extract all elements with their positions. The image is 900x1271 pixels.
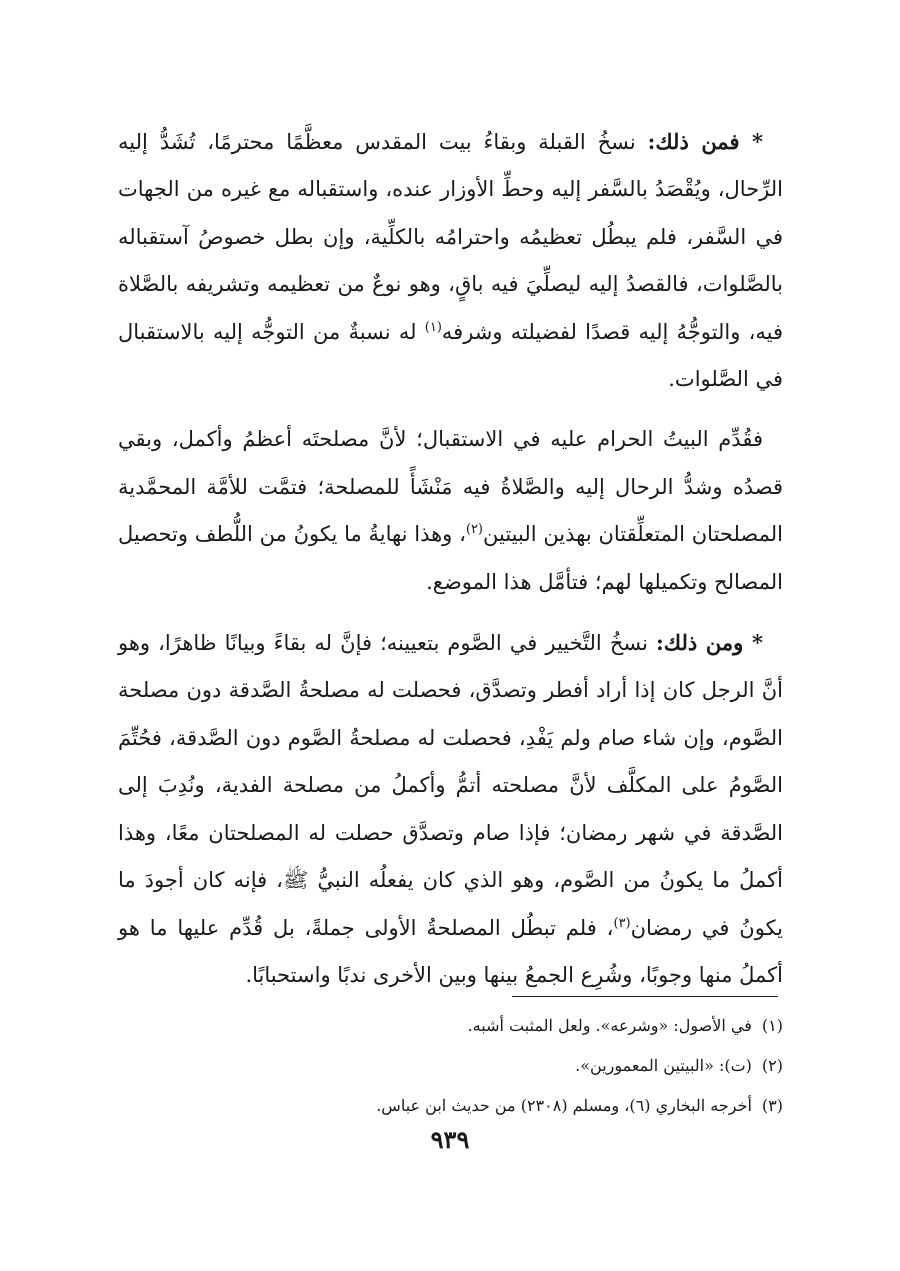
footnote-reference[interactable]: (٣) [613,915,631,931]
footnote-text: (ت): «البيتين المعمورين». [575,1056,752,1075]
paragraph-text: فقُدِّم البيتُ الحرام عليه في الاستقبال؛ لأنَّ مصلحتَه أعظمُ وأكمل، وبقي قصدُه وشدُّ الرحال إليه والصَّلاةُ فيه مَنْشَأً للمصلحة؛ فتمَّت للأمَّة المحمَّدية المصلحتان المتعلِّقتان بهذين البيتين [118,427,784,547]
footnote-2 [118,1046,783,1086]
paragraph-text: نسخُ القبلة وبقاءُ بيت المقدس معظَّمًا محترمًا، تُشَدُّ إليه الرِّحال، ويُقْصَدُ بالسَّفر إليه وحطِّ الأوزار عنده، واستقباله مع غيره من الجهات في السَّفر، فلم يبطُل تعظيمُه واحترامُه بالكلِّية، وإن بطل خصوصُ آستقباله بالصَّلوات، فالقصدُ إليه ليصلِّيَ فيه باقٍ، وهو نوعٌ من تعظيمه وتشريفه بالصَّلاة فيه، والتوجُّهُ إليه قصدًا لفضيلته وشرفه [118,130,783,344]
page-number: ٩٣٩ [430,1125,470,1154]
paragraph-2 [118,416,783,606]
footnote-1 [118,1006,783,1046]
footnote-reference[interactable]: (١) [424,319,442,335]
paragraph-1 [118,118,783,403]
footnote-reference[interactable]: (٢) [465,522,483,538]
paragraph-text: له نسبةٌ من التوجُّه إليه بالاستقبال في الصَّلوات. [118,319,783,392]
footnote-text: أخرجه البخاري (٦)، ومسلم (٢٣٠٨) من حديث ابن عباس. [376,1096,752,1115]
footnotes [118,1006,783,1126]
footnote-separator [512,996,778,997]
footnote-number: (٢) [761,1056,783,1075]
paragraph-3 [118,619,783,999]
main-text [118,118,783,1012]
paragraph-lead: * فمن ذلك: [647,129,763,154]
footnote-text: في الأصول: «وشرعه». ولعل المثبت أشبه. [467,1016,752,1035]
paragraph-lead: * ومن ذلك: [656,630,763,656]
footnote-number: (١) [761,1016,783,1035]
footnote-3 [118,1086,783,1126]
footnote-number: (٣) [761,1096,783,1115]
paragraph-text: ، وهذا نهايةُ ما يكونُ من اللُّطف وتحصيل المصالح وتكميلها لهم؛ فتأمَّل هذا الموضع. [118,522,783,594]
paragraph-text: نسخُ التَّخيير في الصَّوم بتعيينه؛ فإنَّ له بقاءً وبيانًا ظاهرًا، وهو أنَّ الرجل كان إذا أراد أفطر وتصدَّق، فحصلت له مصلحةُ الصَّدقة دون مصلحة الصَّوم، وإن شاء صام ولم يَفْدِ، فحصلت له مصلحةُ الصَّوم دون الصَّدقة، فحُتِّمَ الصَّومُ على المكلَّف لأنَّ مصلحته أتمُّ وأكملُ من مصلحة الفدية، ونُدِبَ إلى الصَّدقة في شهر رمضان؛ فإذا صام وتصدَّق حصلت له المصلحتان معًا، وهذا أكملُ ما يكونُ من الصَّوم، وهو الذي كان يفعلُه النبيُّ ﷺ، فإنه كان أجودَ ما يكونُ في رمضان [118,631,784,940]
paragraph-text: ، فلم تبطُل المصلحةُ الأولى جملةً، بل قُدِّم عليها ما هو أكملُ منها وجوبًا، وشُرِع الجمعُ بينها وبين الأخرى ندبًا واستحبابًا. [118,915,783,987]
